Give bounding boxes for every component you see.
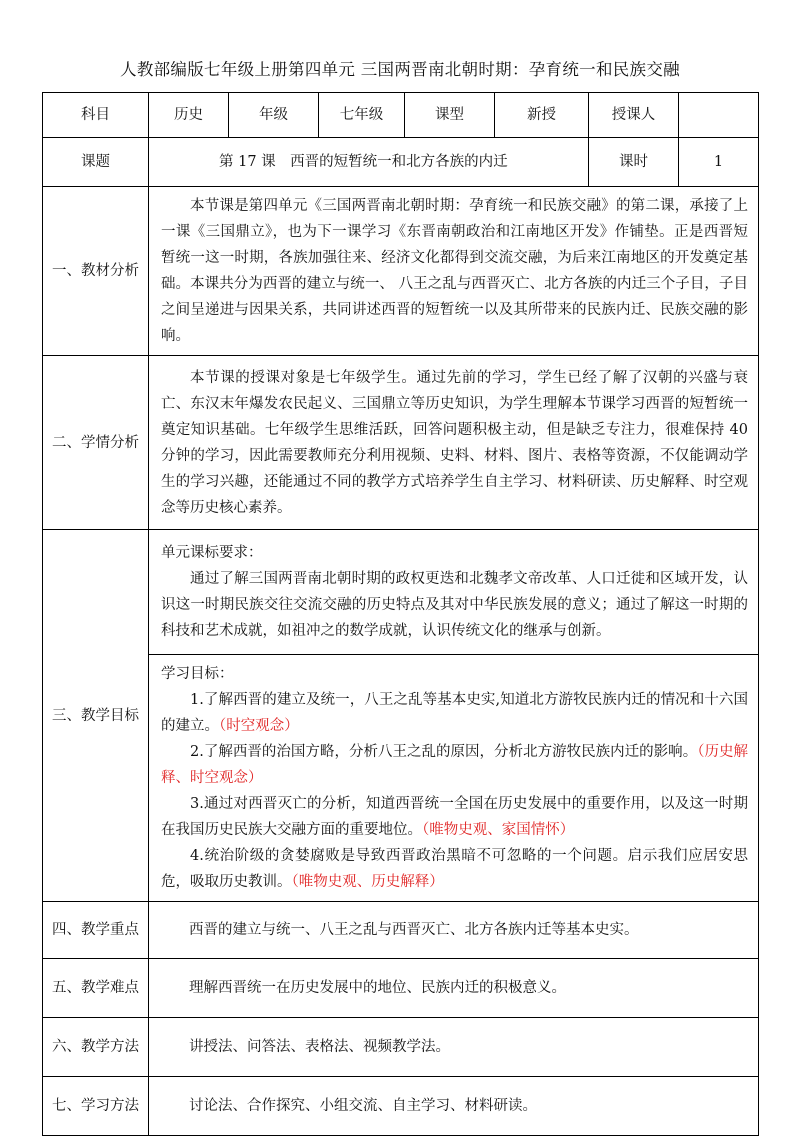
learning-goal-item: 4.统治阶级的贪婪腐败是导致西晋政治黑暗不可忽略的一个问题。启示我们应居安思危，吸取历史教训。（唯物史观、历史解释）: [161, 848, 748, 890]
hours-label: 课时: [589, 138, 679, 187]
teaching-methods-row: [43, 1018, 759, 1077]
hours-value: 1: [679, 138, 759, 187]
teaching-methods-text: 讲授法、问答法、表格法、视频教学法。: [149, 1018, 759, 1077]
difficulties-label: 五、教学难点: [43, 959, 149, 1018]
topic-row: [43, 138, 759, 187]
header-row: [43, 93, 759, 138]
learning-methods-text: 讨论法、合作探究、小组交流、自主学习、材料研读。: [149, 1077, 759, 1136]
learning-goals-row: [43, 655, 759, 902]
literacy-tag: （唯物史观、家国情怀）: [422, 822, 575, 838]
material-text: 本节课是第四单元《三国两晋南北朝时期：孕育统一和民族交融》的第二课，承接了上一课《三国鼎立》，也为下一课学习《东晋南朝政治和江南地区开发》作铺垫。正是西晋短暂统一这一时期，各族加强往来、经济文化都得到交流交融，为后来江南地区的开发奠定基础。本课共分为西晋的建立与统一、 八王之乱与西晋灭亡、北方各族的内迁三个子目，子目之间呈递进与因果关系，共同讲述西晋的短暂统一以及其所带来的民族内迁、民族交融的影响。: [161, 198, 748, 344]
goals-label: 三、教学目标: [43, 530, 149, 902]
subject-value: 历史: [149, 93, 229, 138]
key-points-text: 西晋的建立与统一、八王之乱与西晋灭亡、北方各族内迁等基本史实。: [149, 902, 759, 959]
teacher-value: [679, 93, 759, 138]
literacy-tag: （时空观念）: [219, 718, 299, 734]
difficulties-row: [43, 959, 759, 1018]
learning-goals-heading: 学习目标：: [161, 666, 234, 682]
goals-row: [43, 530, 759, 655]
learning-goal-item: 2.了解西晋的治国方略，分析八王之乱的原因，分析北方游牧民族内迁的影响。（历史解释、时空观念）: [161, 744, 749, 786]
material-row: [43, 187, 759, 356]
lesson-type-value: 新授: [495, 93, 589, 138]
topic-label: 课题: [43, 138, 149, 187]
learning-methods-label: 七、学习方法: [43, 1077, 149, 1136]
literacy-tag: （唯物史观、历史解释）: [291, 874, 444, 890]
material-label: 一、教材分析: [43, 187, 149, 356]
grade-value: 七年级: [319, 93, 405, 138]
learning-methods-row: [43, 1077, 759, 1136]
difficulties-text: 理解西晋统一在历史发展中的地位、民族内迁的积极意义。: [149, 959, 759, 1018]
learning-goal-item: 1.了解西晋的建立及统一，八王之乱等基本史实,知道北方游牧民族内迁的情况和十六国的建立。（时空观念）: [161, 692, 748, 734]
teacher-label: 授课人: [589, 93, 679, 138]
subject-label: 科目: [43, 93, 149, 138]
students-label: 二、学情分析: [43, 356, 149, 530]
key-points-row: [43, 902, 759, 959]
unit-standard-heading: 单元课标要求：: [161, 545, 263, 561]
teaching-methods-label: 六、教学方法: [43, 1018, 149, 1077]
lesson-type-label: 课型: [405, 93, 495, 138]
literacy-tag: （历史解释、时空观念）: [161, 744, 749, 786]
page-title: 人教部编版七年级上册第四单元 三国两晋南北朝时期：孕育统一和民族交融: [120, 60, 680, 79]
students-row: [43, 356, 759, 530]
unit-standard-text: 通过了解三国两晋南北朝时期的政权更迭和北魏孝文帝改革、人口迁徙和区域开发，认识这一时期民族交往交流交融的历史特点及其对中华民族发展的意义；通过了解这一时期的科技和艺术成就，如祖冲之的数学成就，认识传统文化的继承与创新。: [161, 571, 748, 639]
learning-goal-item: 3.通过对西晋灭亡的分析，知道西晋统一全国在历史发展中的重要作用，以及这一时期在我国历史民族大交融方面的重要地位。（唯物史观、家国情怀）: [161, 796, 748, 838]
lesson-plan-table: [42, 92, 759, 1136]
topic-value: 第 17 课 西晋的短暂统一和北方各族的内迁: [149, 138, 589, 187]
key-points-label: 四、教学重点: [43, 902, 149, 959]
grade-label: 年级: [229, 93, 319, 138]
students-text: 本节课的授课对象是七年级学生。通过先前的学习，学生已经了解了汉朝的兴盛与衰亡、东汉末年爆发农民起义、三国鼎立等历史知识，为学生理解本节课学习西晋的短暂统一奠定知识基础。七年级学生思维活跃，回答问题积极主动，但是缺乏专注力，很难保持 40 分钟的学习，因此需要教师充分利用视频、史料、材料、图片、表格等资源，不仅能调动学生的学习兴趣，还能通过不同的教学方式培养学生自主学习、材料研读、历史解释、时空观念等历史核心素养。: [161, 369, 748, 516]
